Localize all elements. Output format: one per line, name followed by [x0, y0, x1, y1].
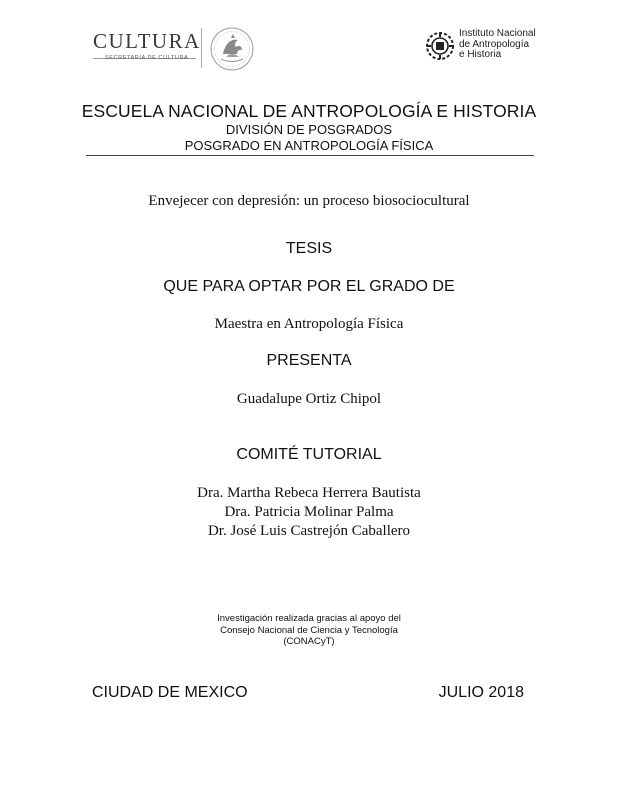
committee-member: Dra. Patricia Molinar Palma [224, 504, 394, 520]
program-name: POSGRADO EN ANTROPOLOGÍA FÍSICA [184, 138, 434, 153]
mexican-coat-of-arms-icon [209, 26, 255, 72]
funding-line: Consejo Nacional de Ciencia y Tecnología [220, 624, 398, 636]
committee-members [0, 484, 618, 541]
committee-member: Dra. Martha Rebeca Herrera Bautista [197, 485, 421, 501]
funding-line: (CONACyT) [283, 636, 335, 647]
inah-logo-line: e Historia [459, 49, 502, 60]
committee-member: Dr. José Luis Castrejón Caballero [207, 523, 411, 539]
presents-label: PRESENTA [266, 352, 352, 369]
funding-line: Investigación realizada gracias al apoyo del [217, 613, 401, 624]
inah-logo-text [459, 29, 536, 61]
degree-intro: QUE PARA OPTAR POR EL GRADO DE [163, 278, 455, 295]
cultura-logo-wordmark: CULTURA [93, 29, 201, 53]
header-divider [86, 155, 534, 156]
cultura-logo-divider [201, 28, 202, 68]
inah-logo-line: Instituto Nacional [459, 28, 536, 39]
cultura-logo [93, 26, 268, 72]
school-name: ESCUELA NACIONAL DE ANTROPOLOGÍA E HISTORIA [81, 101, 537, 121]
degree-name: Maestra en Antropología Física [214, 316, 404, 332]
thesis-type-label: TESIS [285, 240, 333, 257]
date: JULIO 2018 [438, 684, 524, 701]
inah-logo [424, 26, 544, 70]
inah-logo-line: de Antropología [459, 38, 530, 50]
thesis-title: Envejecer con depresión: un proceso biosociocultural [148, 193, 470, 209]
place: CIUDAD DE MEXICO [92, 684, 248, 701]
author-name: Guadalupe Ortiz Chipol [236, 391, 382, 407]
committee-heading: COMITÉ TUTORIAL [236, 446, 382, 463]
inah-emblem-icon [424, 30, 456, 62]
cultura-logo-subtitle: SECRETARÍA DE CULTURA [105, 55, 189, 61]
funding-note [0, 613, 618, 648]
division-name: DIVISIÓN DE POSGRADOS [225, 122, 393, 137]
